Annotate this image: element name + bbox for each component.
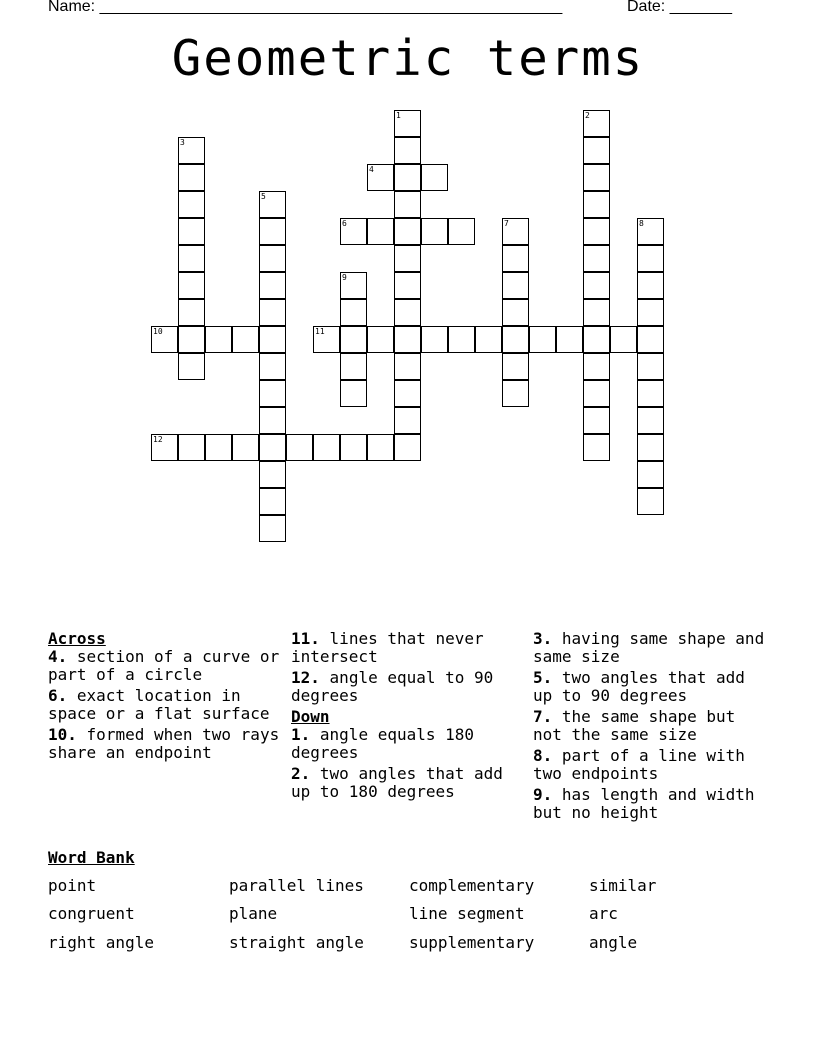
grid-cell[interactable] [583,245,610,272]
clue-down-2: 2. two angles that add up to 180 degrees [291,764,503,801]
grid-cell[interactable] [394,218,421,245]
grid-cell[interactable] [583,191,610,218]
grid-cell[interactable] [583,434,610,461]
word-bank-item: parallel lines [229,876,364,895]
grid-cell[interactable] [502,272,529,299]
grid-cell[interactable] [637,380,664,407]
grid-cell[interactable] [259,407,286,434]
word-bank-item: arc [589,904,618,923]
clue-down-9: 9. has length and width but no height [533,785,755,822]
grid-cell[interactable] [637,434,664,461]
word-bank-item: complementary [409,876,535,895]
clue-number: 2 [585,111,590,120]
grid-cell[interactable] [178,164,205,191]
grid-cell[interactable] [394,326,421,353]
grid-cell[interactable] [259,380,286,407]
grid-cell[interactable] [475,326,502,353]
grid-cell[interactable] [529,326,556,353]
grid-cell[interactable] [394,245,421,272]
grid-cell[interactable] [178,245,205,272]
grid-cell[interactable] [502,245,529,272]
grid-cell[interactable] [394,434,421,461]
clue-number: 5 [261,192,266,201]
grid-cell[interactable] [232,434,259,461]
clue-down-8: 8. part of a line with two endpoints [533,746,745,783]
grid-cell[interactable] [340,353,367,380]
grid-cell[interactable] [637,488,664,515]
word-bank-item: line segment [409,904,525,923]
grid-cell[interactable] [259,326,286,353]
grid-cell[interactable] [259,299,286,326]
grid-cell[interactable] [583,353,610,380]
grid-cell[interactable] [421,218,448,245]
across-heading: Across [48,629,106,648]
word-bank-item: angle [589,933,638,952]
grid-cell[interactable] [259,245,286,272]
grid-cell[interactable] [583,137,610,164]
grid-cell[interactable] [259,488,286,515]
grid-cell[interactable] [556,326,583,353]
grid-cell[interactable] [178,326,205,353]
clue-number: 12 [153,435,163,444]
grid-cell[interactable] [394,272,421,299]
grid-cell[interactable] [178,299,205,326]
grid-cell[interactable] [502,326,529,353]
grid-cell[interactable] [259,353,286,380]
word-bank-item: right angle [48,933,154,952]
grid-cell[interactable] [583,299,610,326]
clue-down-3: 3. having same shape and same size [533,629,765,666]
grid-cell[interactable] [367,434,394,461]
grid-cell[interactable] [637,461,664,488]
grid-cell[interactable] [178,191,205,218]
grid-cell[interactable] [583,407,610,434]
down-heading: Down [291,707,330,726]
clue-across-6: 6. exact location in space or a flat surface [48,686,270,723]
grid-cell[interactable] [394,353,421,380]
grid-cell[interactable] [583,380,610,407]
grid-cell[interactable] [178,353,205,380]
grid-cell[interactable] [421,326,448,353]
clue-number: 3 [180,138,185,147]
grid-cell[interactable] [367,218,394,245]
clues-column-3 [533,630,769,825]
grid-cell[interactable] [340,326,367,353]
grid-cell[interactable] [205,434,232,461]
clues-column-1 [48,630,284,765]
grid-cell[interactable] [259,434,286,461]
word-bank-item: supplementary [409,933,535,952]
word-bank-item: point [48,876,97,895]
grid-cell[interactable] [205,326,232,353]
grid-cell[interactable] [232,326,259,353]
grid-cell[interactable] [502,299,529,326]
grid-cell[interactable] [394,191,421,218]
clue-number: 8 [639,219,644,228]
grid-cell[interactable] [340,299,367,326]
word-bank-item: congruent [48,904,135,923]
word-bank-item: straight angle [229,933,364,952]
grid-cell[interactable] [610,326,637,353]
grid-cell[interactable] [286,434,313,461]
grid-cell[interactable] [178,272,205,299]
grid-cell[interactable] [637,326,664,353]
grid-cell[interactable] [502,353,529,380]
grid-cell[interactable] [637,272,664,299]
grid-cell[interactable] [637,299,664,326]
grid-cell[interactable] [637,353,664,380]
name-field-label: Name: ____________________________________________________ [48,0,563,15]
word-bank-item: plane [229,904,278,923]
grid-cell[interactable] [178,434,205,461]
page-title: Geometric terms [171,30,645,87]
grid-cell[interactable] [583,164,610,191]
grid-cell[interactable] [340,380,367,407]
grid-cell[interactable] [394,137,421,164]
clues-column-2 [291,630,527,804]
grid-cell[interactable] [259,218,286,245]
grid-cell[interactable] [637,245,664,272]
clue-number: 4 [369,165,374,174]
grid-cell[interactable] [637,407,664,434]
clue-number: 6 [342,219,347,228]
date-field-label: Date: _______ [627,0,732,15]
grid-cell[interactable] [259,272,286,299]
clue-number: 9 [342,273,347,282]
clue-number: 11 [315,327,325,336]
clue-across-10: 10. formed when two rays share an endpoint [48,725,280,762]
word-bank-item: similar [589,876,657,895]
grid-cell[interactable] [178,218,205,245]
clue-number: 1 [396,111,401,120]
grid-cell[interactable] [394,380,421,407]
grid-cell[interactable] [448,218,475,245]
grid-cell[interactable] [367,326,394,353]
grid-cell[interactable] [313,434,340,461]
clue-down-7: 7. the same shape but not the same size [533,707,736,744]
clue-number: 10 [153,327,163,336]
grid-cell[interactable] [502,380,529,407]
grid-cell[interactable] [259,515,286,542]
clue-across-11: 11. lines that never intersect [291,629,484,666]
clue-across-4: 4. section of a curve or part of a circle [48,647,280,684]
grid-cell[interactable] [340,434,367,461]
word-bank-heading: Word Bank [48,848,135,867]
grid-cell[interactable] [448,326,475,353]
grid-cell[interactable] [259,461,286,488]
grid-cell[interactable] [583,272,610,299]
grid-cell[interactable] [394,299,421,326]
clue-down-1: 1. angle equals 180 degrees [291,725,475,762]
grid-cell[interactable] [583,326,610,353]
clue-down-5: 5. two angles that add up to 90 degrees [533,668,745,705]
clue-across-12: 12. angle equal to 90 degrees [291,668,494,705]
clue-number: 7 [504,219,509,228]
grid-cell[interactable] [394,407,421,434]
grid-cell[interactable] [583,218,610,245]
grid-cell[interactable] [394,164,421,191]
grid-cell[interactable] [421,164,448,191]
